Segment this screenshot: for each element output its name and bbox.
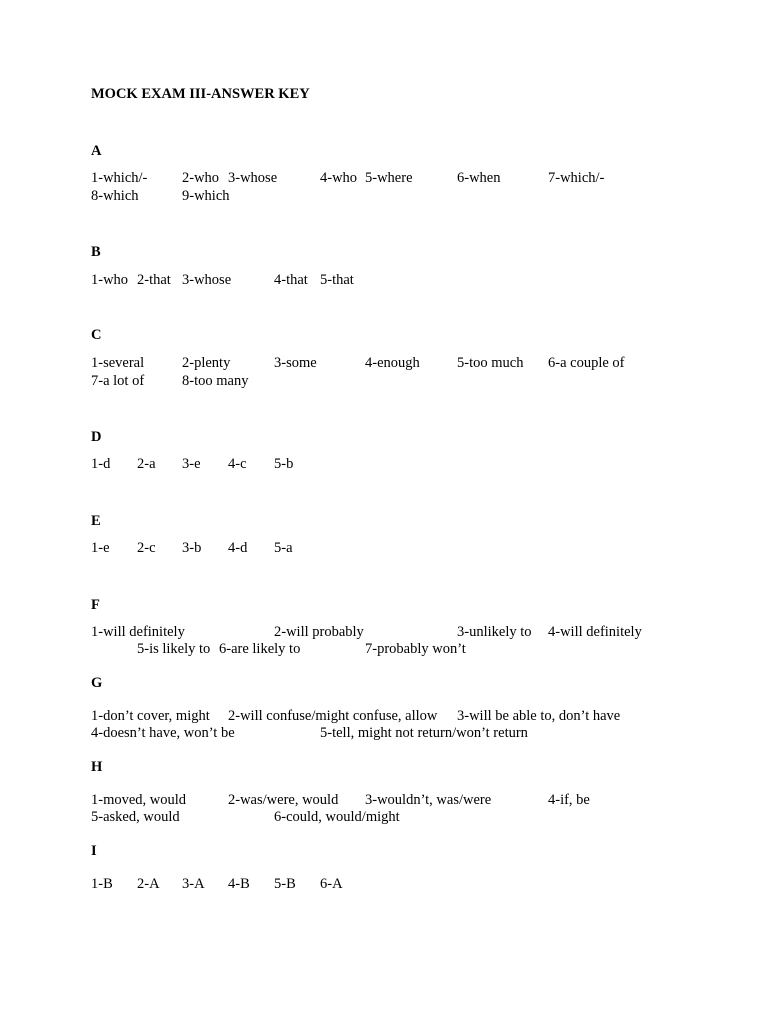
section-heading-c: C	[91, 327, 102, 343]
section-b-line-1	[0, 272, 768, 290]
answer-item: 1-which/-	[91, 170, 148, 186]
section-a-line-2	[0, 188, 768, 206]
section-c-line-2	[0, 373, 768, 391]
page-title: MOCK EXAM III-ANSWER KEY	[91, 86, 310, 102]
answer-item: 6-a couple of	[548, 355, 625, 371]
answer-item: 2-that	[137, 272, 171, 288]
answer-item: 1-will definitely	[91, 624, 185, 640]
answer-item: 6-A	[320, 876, 343, 892]
answer-item: 1-who	[91, 272, 129, 288]
section-heading-e: E	[91, 513, 101, 529]
answer-item: 3-e	[182, 456, 201, 472]
answer-item: 3-will be able to, don’t have	[457, 708, 621, 724]
answer-item: 4-d	[228, 540, 248, 556]
answer-item: 6-when	[457, 170, 501, 186]
section-h-line-1	[0, 792, 768, 810]
answer-item: 4-that	[274, 272, 308, 288]
answer-item: 4-if, be	[548, 792, 590, 808]
section-e-line-1	[0, 540, 768, 558]
answer-item: 3-whose	[182, 272, 232, 288]
answer-item: 1-moved, would	[91, 792, 187, 808]
answer-item: 8-too many	[182, 373, 249, 389]
section-g-line-2	[0, 725, 768, 743]
answer-item: 5-B	[274, 876, 296, 892]
answer-item: 2-will probably	[274, 624, 364, 640]
answer-item: 7-a lot of	[91, 373, 145, 389]
answer-item: 4-will definitely	[548, 624, 642, 640]
answer-item: 3-unlikely to	[457, 624, 532, 640]
section-f-line-1	[0, 624, 768, 642]
answer-item: 3-b	[182, 540, 202, 556]
answer-item: 3-some	[274, 355, 317, 371]
answer-item: 5-where	[365, 170, 413, 186]
section-i-line-1	[0, 876, 768, 894]
section-heading-d: D	[91, 429, 102, 445]
answer-item: 2-c	[137, 540, 156, 556]
section-heading-a: A	[91, 143, 102, 159]
section-heading-g: G	[91, 675, 103, 691]
answer-item: 5-too much	[457, 355, 524, 371]
answer-item: 6-are likely to	[219, 641, 301, 657]
answer-item: 4-who	[320, 170, 358, 186]
answer-item: 5-is likely to	[137, 641, 211, 657]
answer-item: 5-b	[274, 456, 294, 472]
answer-item: 2-plenty	[182, 355, 231, 371]
answer-item: 2-a	[137, 456, 156, 472]
answer-item: 2-A	[137, 876, 160, 892]
answer-item: 7-probably won’t	[365, 641, 466, 657]
answer-item: 1-e	[91, 540, 110, 556]
answer-item: 5-a	[274, 540, 293, 556]
answer-item: 1-don’t cover, might	[91, 708, 210, 724]
section-c-line-1	[0, 355, 768, 373]
answer-item: 3-wouldn’t, was/were	[365, 792, 492, 808]
section-f-line-2	[0, 641, 768, 659]
answer-item: 3-A	[182, 876, 205, 892]
section-a-line-1	[0, 170, 768, 188]
answer-item: 1-several	[91, 355, 145, 371]
answer-item: 1-B	[91, 876, 113, 892]
section-heading-f: F	[91, 597, 100, 613]
answer-item: 4-enough	[365, 355, 420, 371]
answer-item: 4-B	[228, 876, 250, 892]
answer-item: 4-c	[228, 456, 247, 472]
section-heading-h: H	[91, 759, 103, 775]
answer-item: 6-could, would/might	[274, 809, 400, 825]
section-h-line-2	[0, 809, 768, 827]
answer-item: 4-doesn’t have, won’t be	[91, 725, 235, 741]
answer-item: 5-that	[320, 272, 354, 288]
answer-item: 2-who	[182, 170, 220, 186]
answer-item: 7-which/-	[548, 170, 605, 186]
answer-item: 2-will confuse/might confuse, allow	[228, 708, 438, 724]
section-heading-b: B	[91, 244, 101, 260]
section-g-line-1	[0, 708, 768, 726]
answer-item: 1-d	[91, 456, 111, 472]
section-d-line-1	[0, 456, 768, 474]
answer-item: 5-tell, might not return/won’t return	[320, 725, 528, 741]
answer-item: 8-which	[91, 188, 139, 204]
section-heading-i: I	[91, 843, 97, 859]
answer-item: 9-which	[182, 188, 230, 204]
answer-item: 2-was/were, would	[228, 792, 339, 808]
answer-item: 3-whose	[228, 170, 278, 186]
answer-item: 5-asked, would	[91, 809, 180, 825]
